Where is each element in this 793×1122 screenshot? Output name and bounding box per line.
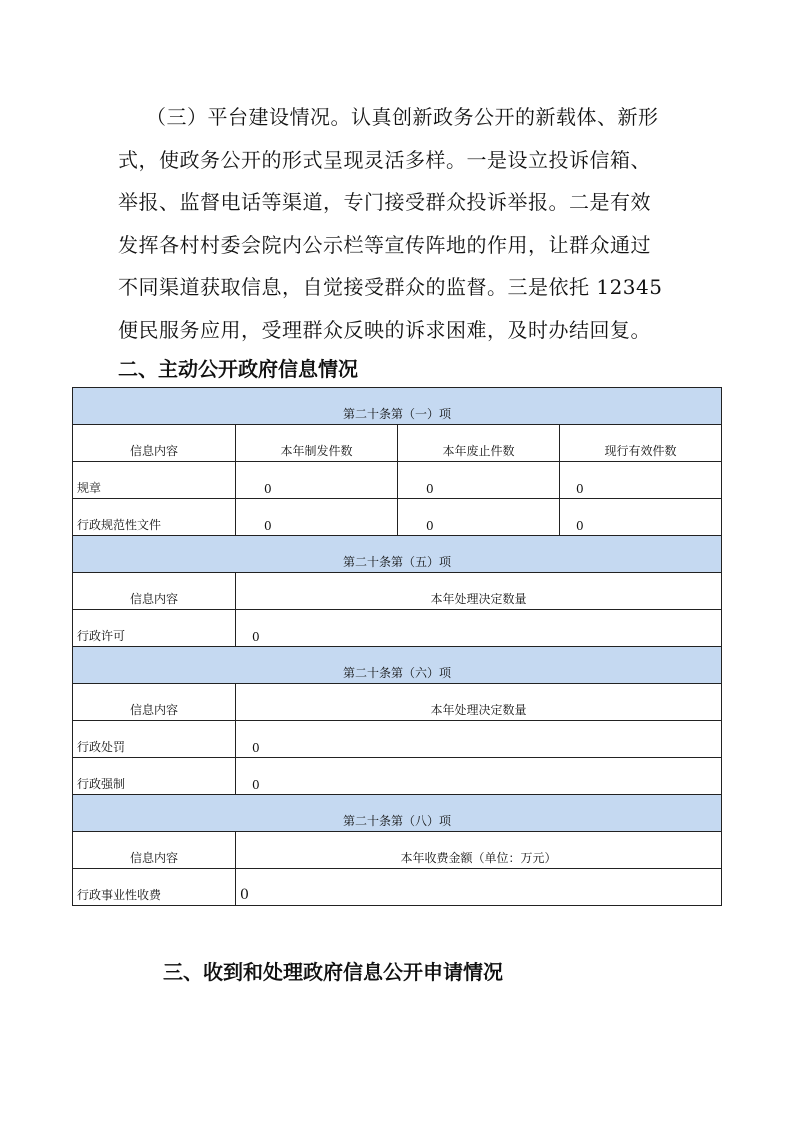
row-value: 0: [236, 610, 722, 647]
platform-paragraph: [118, 96, 678, 351]
row-value: 0: [236, 758, 722, 795]
header-cell: 本年废止件数: [398, 425, 560, 462]
table-row: [73, 721, 722, 758]
row-label: 行政事业性收费: [73, 869, 236, 906]
section-heading-3: 三、收到和处理政府信息公开申请情况: [163, 960, 503, 984]
row-label: 规章: [73, 462, 236, 499]
row-label: 行政强制: [73, 758, 236, 795]
table-header-row: [73, 832, 722, 869]
table-band-row: [73, 795, 722, 832]
row-value: 0: [236, 869, 722, 906]
row-value: 0: [560, 499, 722, 536]
table-row: [73, 869, 722, 906]
row-value: 0: [236, 721, 722, 758]
header-cell: 信息内容: [73, 573, 236, 610]
row-label: 行政处罚: [73, 721, 236, 758]
section-heading-2: 二、主动公开政府信息情况: [118, 357, 358, 381]
band-title: 第二十条第（一）项: [73, 388, 722, 425]
paragraph-line: 发挥各村村委会院内公示栏等宣传阵地的作用，让群众通过: [118, 232, 651, 257]
header-cell: 信息内容: [73, 425, 236, 462]
paragraph-line: （三）平台建设情况。认真创新政务公开的新载体、新形: [146, 105, 659, 129]
row-value: 0: [398, 462, 560, 499]
table-header-row: [73, 425, 722, 462]
header-cell: 信息内容: [73, 832, 236, 869]
band-title: 第二十条第（六）项: [73, 647, 722, 684]
table-row: [73, 758, 722, 795]
table-band-row: [73, 647, 722, 684]
paragraph-line: 不同渠道获取信息，自觉接受群众的监督。三是依托 12345: [118, 275, 663, 299]
info-disclosure-table: [72, 387, 722, 906]
table-band-row: [73, 536, 722, 573]
row-label: 行政规范性文件: [73, 499, 236, 536]
header-cell: 现行有效件数: [560, 425, 722, 462]
paragraph-line: 举报、监督电话等渠道，专门接受群众投诉举报。二是有效: [118, 190, 651, 214]
row-label: 行政许可: [73, 610, 236, 647]
table-row: [73, 462, 722, 499]
table-header-row: [73, 684, 722, 721]
row-value: 0: [236, 499, 398, 536]
header-cell: 本年处理决定数量: [236, 573, 722, 610]
header-cell: 本年制发件数: [236, 425, 398, 462]
table-header-row: [73, 573, 722, 610]
row-value: 0: [560, 462, 722, 499]
header-cell: 本年收费金额（单位：万元）: [236, 832, 722, 869]
row-value: 0: [398, 499, 560, 536]
table-row: [73, 499, 722, 536]
row-value: 0: [236, 462, 398, 499]
table-row: [73, 610, 722, 647]
table-band-row: [73, 388, 722, 425]
paragraph-line: 式，使政务公开的形式呈现灵活多样。一是设立投诉信箱、: [118, 147, 651, 172]
paragraph-line: 便民服务应用，受理群众反映的诉求困难，及时办结回复。: [118, 317, 651, 342]
header-cell: 信息内容: [73, 684, 236, 721]
band-title: 第二十条第（八）项: [73, 795, 722, 832]
header-cell: 本年处理决定数量: [236, 684, 722, 721]
band-title: 第二十条第（五）项: [73, 536, 722, 573]
